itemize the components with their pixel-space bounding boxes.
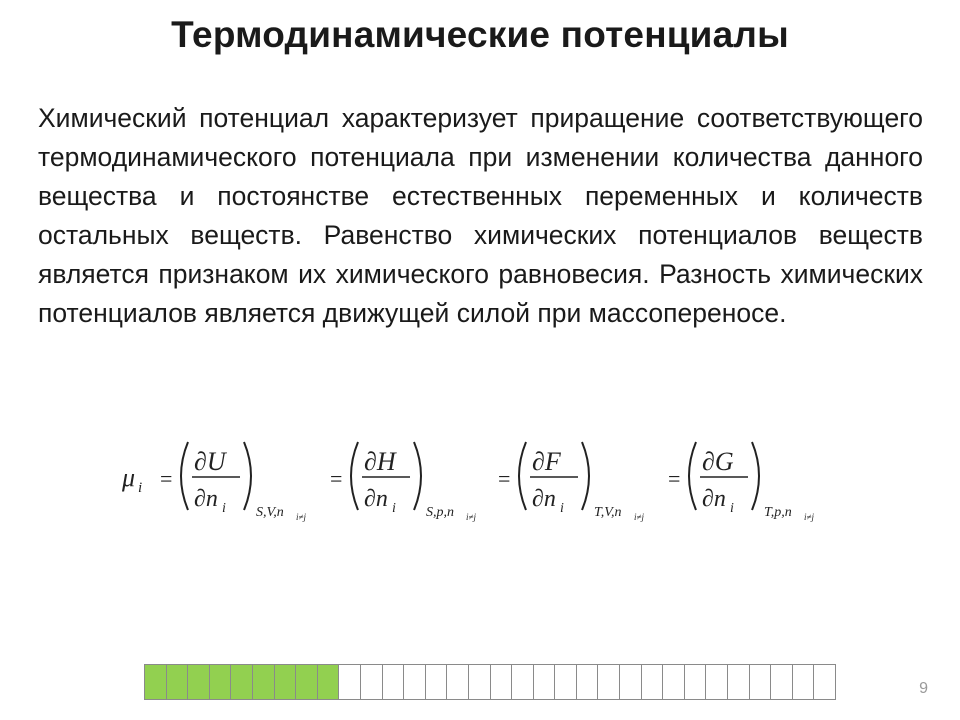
formula-denominator-sub: i xyxy=(222,501,226,516)
formula-term-3 xyxy=(498,442,644,522)
formula-left-paren xyxy=(519,442,526,510)
formula-numerator: ∂H xyxy=(364,447,396,476)
formula-constants: S,p,n xyxy=(426,505,454,520)
progress-segment xyxy=(167,665,189,699)
formula-term-2 xyxy=(330,442,476,522)
formula-term-4 xyxy=(668,442,814,522)
formula-denominator: ∂n xyxy=(364,486,388,512)
progress-segment xyxy=(642,665,664,699)
progress-segment xyxy=(318,665,340,699)
progress-segment xyxy=(685,665,707,699)
progress-segment xyxy=(814,665,836,699)
slide-progress-bar xyxy=(144,664,836,700)
formula-lhs xyxy=(121,463,142,496)
formula-equals: = xyxy=(668,466,681,491)
progress-segment xyxy=(534,665,556,699)
progress-segment xyxy=(339,665,361,699)
progress-segment xyxy=(426,665,448,699)
formula-left-paren xyxy=(689,442,696,510)
formula-equals: = xyxy=(160,466,173,491)
formula-equals: = xyxy=(498,466,511,491)
progress-segment xyxy=(383,665,405,699)
progress-segment xyxy=(793,665,815,699)
progress-segment xyxy=(750,665,772,699)
progress-segment xyxy=(469,665,491,699)
progress-segment xyxy=(728,665,750,699)
slide-title: Термодинамические потенциалы xyxy=(171,14,789,55)
formula-denominator-sub: i xyxy=(730,501,734,516)
progress-segment xyxy=(512,665,534,699)
progress-segment xyxy=(296,665,318,699)
progress-segment xyxy=(620,665,642,699)
formula-left-paren xyxy=(351,442,358,510)
progress-segment xyxy=(771,665,793,699)
formula-numerator: ∂G xyxy=(702,447,734,476)
formula-denominator-sub: i xyxy=(560,501,564,516)
formula-denominator: ∂n xyxy=(702,486,726,512)
formula-numerator: ∂F xyxy=(532,447,561,476)
formula-constants-sub: i≠j xyxy=(296,512,306,522)
formula-constants-sub: i≠j xyxy=(466,512,476,522)
progress-segment xyxy=(447,665,469,699)
formula-constants: S,V,n xyxy=(256,505,284,520)
progress-segment xyxy=(404,665,426,699)
formula-numerator: ∂U xyxy=(194,447,226,476)
progress-segment xyxy=(361,665,383,699)
formula-left-paren xyxy=(181,442,188,510)
progress-segment xyxy=(231,665,253,699)
progress-segment xyxy=(577,665,599,699)
formula-denominator-sub: i xyxy=(392,501,396,516)
body-paragraph: Химический потенциал характеризует приращение соответствующего термодинамического потенциала при изменении количества данного вещества и постоянстве естественных переменных и количеств остальных веществ. Равенство химических потенциалов веществ является признаком их химического равновесия. Разность химических потенциалов является движущей силой при массопереносе. xyxy=(38,103,923,328)
progress-segment xyxy=(706,665,728,699)
chemical-potential-formula xyxy=(120,434,820,534)
page-number: 9 xyxy=(919,680,928,697)
formula-right-paren xyxy=(582,442,589,510)
formula-denominator: ∂n xyxy=(532,486,556,512)
formula-term-1 xyxy=(160,442,306,522)
formula-mu: μ xyxy=(122,463,136,492)
progress-segment xyxy=(188,665,210,699)
progress-segment xyxy=(253,665,275,699)
progress-segment xyxy=(663,665,685,699)
progress-segment xyxy=(145,665,167,699)
progress-segment xyxy=(210,665,232,699)
progress-segment xyxy=(275,665,297,699)
formula-mu-sub: i xyxy=(138,480,143,496)
formula-right-paren xyxy=(244,442,251,510)
formula-constants: T,p,n xyxy=(764,505,792,520)
formula-denominator: ∂n xyxy=(194,486,218,512)
progress-segment xyxy=(491,665,513,699)
formula-constants: T,V,n xyxy=(594,505,622,520)
formula-equals: = xyxy=(330,466,343,491)
formula-right-paren xyxy=(414,442,421,510)
progress-segment xyxy=(555,665,577,699)
formula-constants-sub: i≠j xyxy=(804,512,814,522)
formula-constants-sub: i≠j xyxy=(634,512,644,522)
progress-segment xyxy=(598,665,620,699)
formula-right-paren xyxy=(752,442,759,510)
